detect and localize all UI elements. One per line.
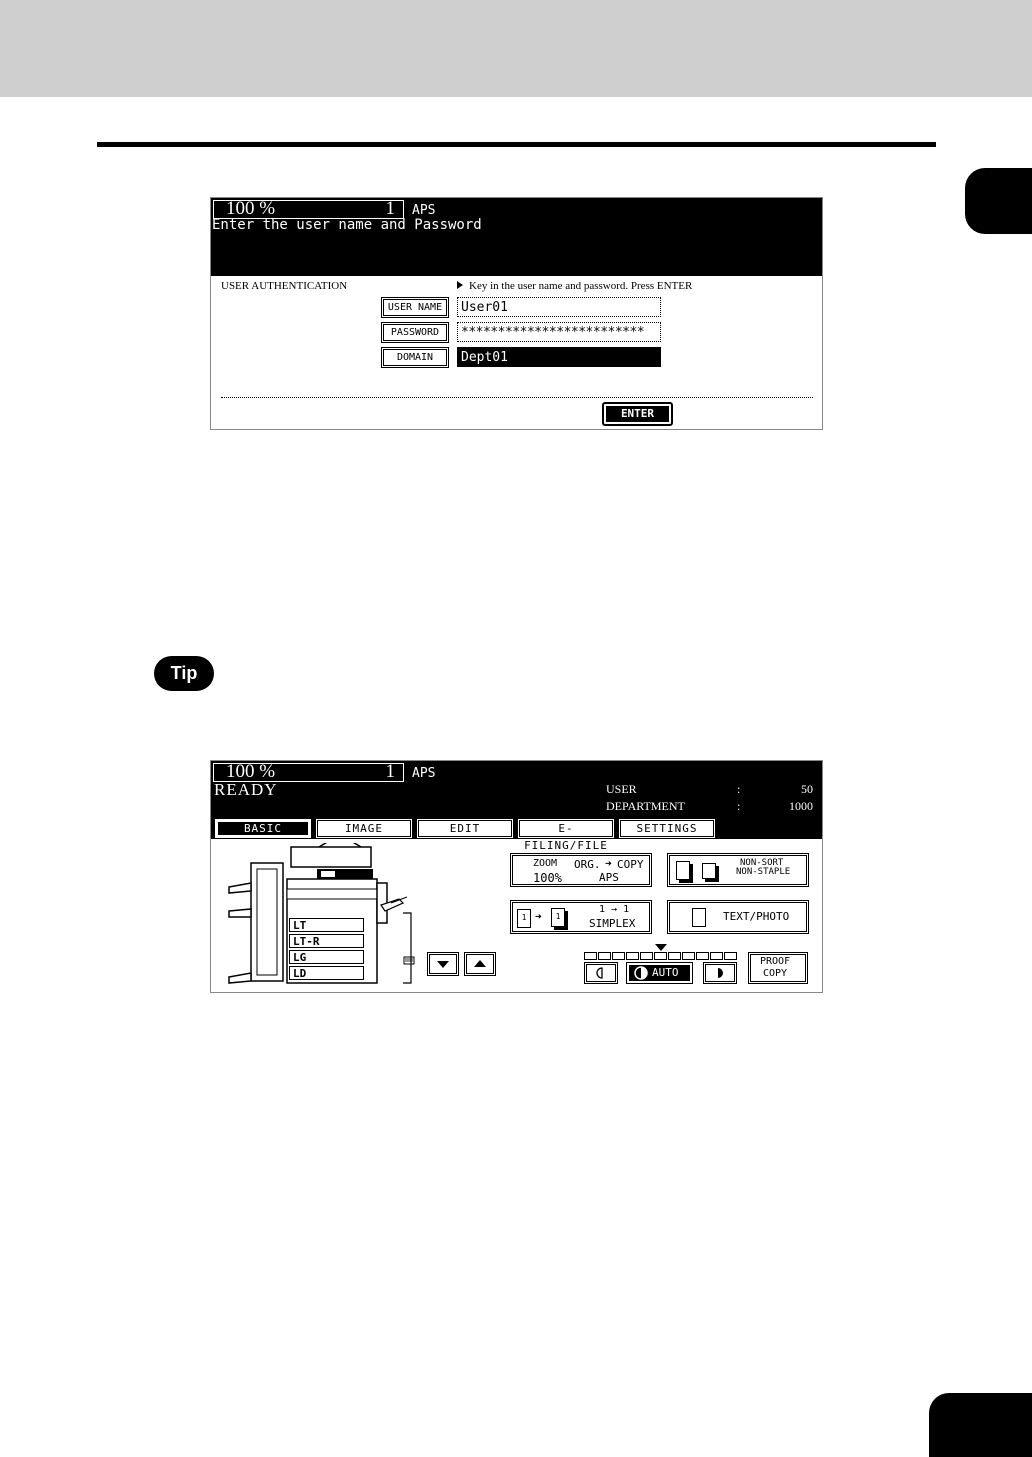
- sort-document-icon: [676, 861, 690, 880]
- density-cell: [640, 952, 653, 960]
- tray-1[interactable]: LT: [289, 918, 364, 932]
- tab-image[interactable]: IMAGE: [316, 819, 412, 838]
- message-area: [211, 198, 822, 276]
- department-label: DEPARTMENT: [606, 799, 685, 813]
- domain-field[interactable]: Dept01: [457, 347, 661, 367]
- zoom-button[interactable]: [510, 853, 652, 887]
- density-cell: [654, 952, 667, 960]
- enter-label: ENTER: [606, 406, 669, 422]
- user-count: 50: [801, 782, 813, 796]
- zoom-value: 100 %: [226, 761, 276, 782]
- zoom-value: 100 %: [226, 198, 276, 219]
- copy-label: COPY: [763, 968, 788, 979]
- status-area: [211, 761, 822, 852]
- density-cell: [584, 952, 597, 960]
- tray-3[interactable]: LG: [289, 950, 364, 964]
- play-arrow-icon: [457, 281, 463, 289]
- density-darker-button[interactable]: [703, 962, 737, 984]
- instruction-hint: [457, 280, 692, 292]
- non-sort-label: NON-SORT: [740, 858, 784, 868]
- prompt-message: Enter the user name and Password: [212, 217, 482, 233]
- arrow-right-icon: ➜: [605, 857, 612, 870]
- density-cell: [710, 952, 723, 960]
- density-cell: [682, 952, 695, 960]
- copy-basic-screen: [210, 760, 823, 993]
- user-separator: :: [737, 782, 741, 796]
- original-page-icon: 1: [517, 909, 531, 928]
- tray-up-arrow-icon: [464, 952, 496, 976]
- arrow-right-icon: ➜: [535, 910, 542, 923]
- text-photo-label: TEXT/PHOTO: [723, 910, 790, 923]
- density-cell: [668, 952, 681, 960]
- tray-down-arrow-icon: [427, 952, 459, 976]
- density-cell: [626, 952, 639, 960]
- header-rule: [97, 142, 936, 147]
- tab-basic[interactable]: BASIC: [215, 819, 311, 838]
- duplex-mode-label: 1 → 1: [599, 904, 630, 915]
- original-mode-button[interactable]: [667, 900, 809, 934]
- page-number-tab: [929, 1393, 1032, 1457]
- department-count: 1000: [789, 799, 813, 813]
- paper-size-status: APS: [412, 766, 436, 781]
- department-separator: :: [737, 799, 741, 813]
- chapter-tab: [965, 168, 1032, 234]
- tray-2[interactable]: LT-R: [289, 934, 364, 948]
- user-name-button[interactable]: USER NAME: [381, 297, 449, 318]
- user-label: USER: [606, 782, 637, 796]
- zoom-percent: 100%: [533, 871, 562, 885]
- tray-bracket: [397, 911, 417, 986]
- tab-e-filing[interactable]: E-FILING/FILE: [518, 819, 614, 838]
- density-lighter-icon: [584, 962, 618, 984]
- tray-4[interactable]: LD: [289, 966, 364, 980]
- density-cell: [612, 952, 625, 960]
- simplex-label: SIMPLEX: [589, 917, 636, 930]
- copy-label: COPY: [617, 858, 644, 871]
- density-indicator-icon: [655, 944, 667, 951]
- tab-settings[interactable]: SETTINGS: [619, 819, 715, 838]
- aps-label: APS: [599, 871, 619, 884]
- tip-badge: Tip: [154, 656, 214, 691]
- tab-edit[interactable]: EDIT: [417, 819, 513, 838]
- user-name-field[interactable]: User01: [457, 297, 661, 317]
- finishing-button[interactable]: [667, 853, 809, 887]
- hint-text: Key in the user name and password. Press ENTER: [469, 280, 693, 292]
- authentication-screen: [210, 197, 823, 430]
- density-cell: [598, 952, 611, 960]
- paper-size-status: APS: [412, 203, 436, 218]
- header-band: [0, 0, 1032, 97]
- enter-button[interactable]: [602, 402, 673, 426]
- duplex-button[interactable]: [510, 900, 652, 934]
- group-document-icon: [702, 863, 716, 879]
- copies-value: 1: [385, 198, 395, 219]
- proof-label: PROOF: [760, 956, 791, 967]
- text-photo-icon: [692, 908, 706, 927]
- auto-label: AUTO: [652, 966, 679, 979]
- copies-value: 1: [385, 761, 395, 782]
- tray-up-button[interactable]: [464, 952, 496, 976]
- original-label: ORG.: [574, 858, 601, 871]
- ready-status: READY: [214, 780, 278, 799]
- password-button[interactable]: PASSWORD: [381, 322, 449, 343]
- proof-copy-button[interactable]: [748, 952, 808, 984]
- password-field[interactable]: *************************: [457, 322, 661, 342]
- density-lighter-button[interactable]: [584, 962, 618, 984]
- auto-density-icon: [632, 964, 650, 982]
- tray-down-button[interactable]: [427, 952, 459, 976]
- non-staple-label: NON-STAPLE: [736, 867, 791, 877]
- copy-page-icon: 1: [551, 908, 565, 927]
- density-cell: [724, 952, 737, 960]
- density-darker-icon: [703, 962, 737, 984]
- auto-density-button[interactable]: [626, 962, 693, 984]
- divider: [221, 397, 813, 398]
- domain-button[interactable]: DOMAIN: [381, 347, 449, 368]
- zoom-label: ZOOM: [533, 858, 558, 869]
- section-label: USER AUTHENTICATION: [221, 280, 348, 292]
- density-cell: [696, 952, 709, 960]
